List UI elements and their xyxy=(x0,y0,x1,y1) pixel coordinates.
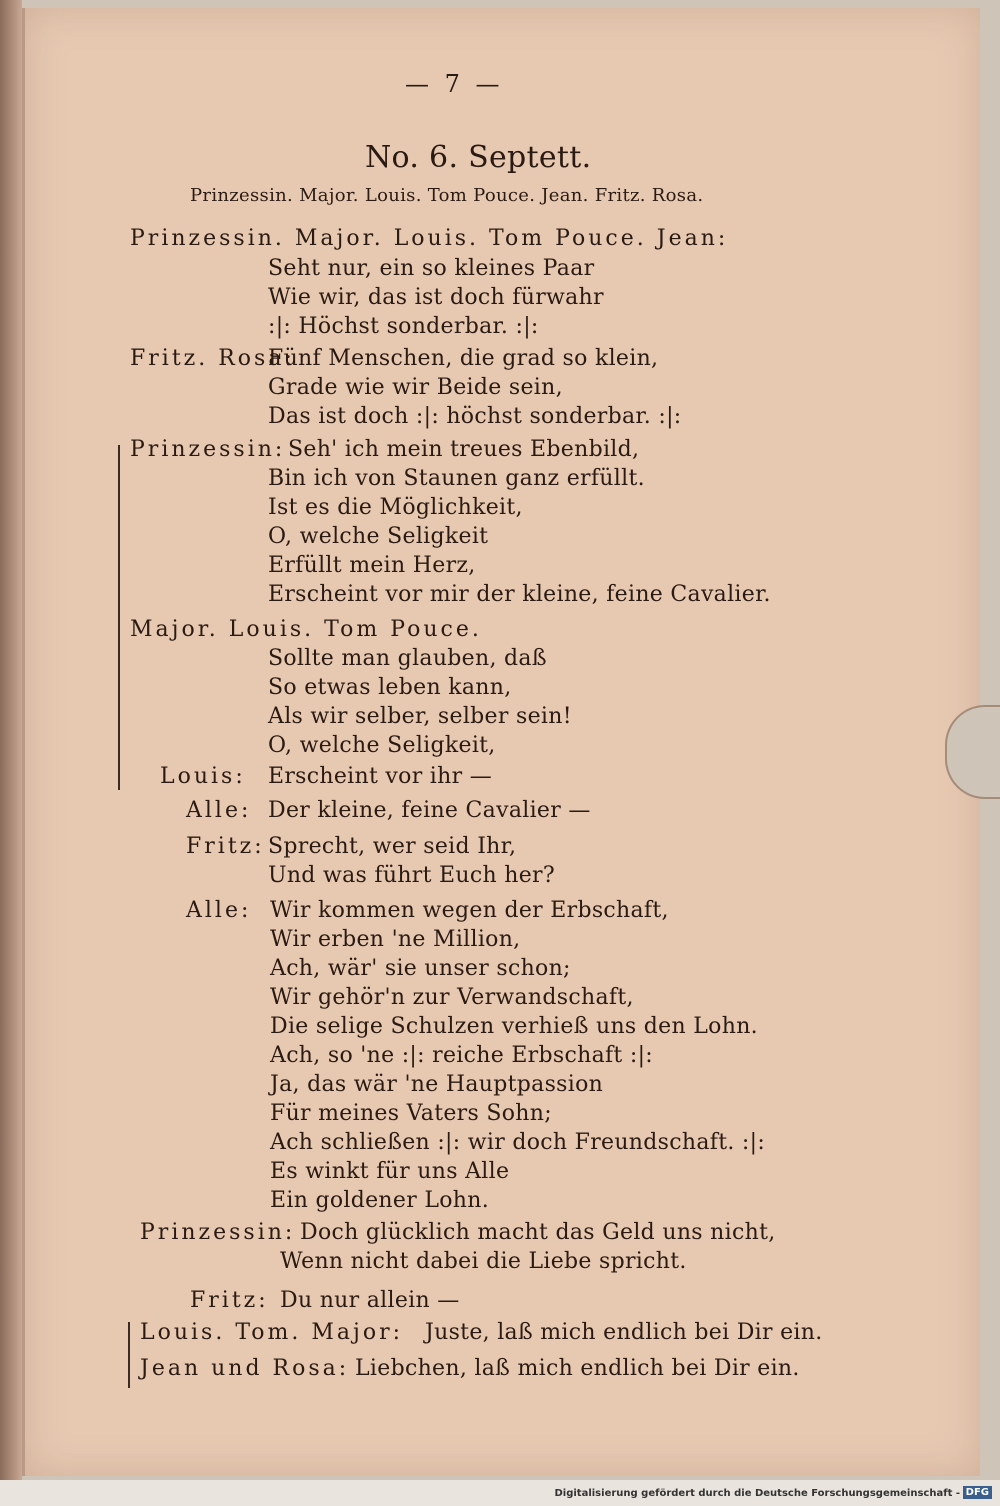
footer-credit: Digitalisierung gefördert durch die Deutsche Forschungsgemeinschaft - xyxy=(554,1488,960,1499)
lyric-line: Bin ich von Staunen ganz erfüllt. xyxy=(268,466,645,491)
group-bracket xyxy=(128,1322,130,1388)
page-number: — 7 — xyxy=(405,70,504,98)
lyric-line: Fünf Menschen, die grad so klein, xyxy=(268,346,659,371)
lyric-line: Ist es die Möglichkeit, xyxy=(268,495,523,520)
lyric-line: Wir kommen wegen der Erbschaft, xyxy=(270,898,669,923)
speaker-label: Jean und Rosa: xyxy=(140,1356,350,1381)
speaker-label: Louis: xyxy=(160,764,246,789)
lyric-line: Wir erben 'ne Million, xyxy=(270,927,521,952)
page-title: No. 6. Septett. xyxy=(365,140,592,175)
lyric-line: Wenn nicht dabei die Liebe spricht. xyxy=(280,1249,687,1274)
lyric-line: Ja, das wär 'ne Hauptpassion xyxy=(270,1072,604,1097)
lyric-line: Es winkt für uns Alle xyxy=(270,1159,510,1184)
lyric-line: Ach schließen :|: wir doch Freundschaft. :|: xyxy=(270,1130,766,1155)
lyric-line: Seh' ich mein treues Ebenbild, xyxy=(288,437,640,462)
lyric-line: O, welche Seligkeit xyxy=(268,524,489,549)
lyric-line: Die selige Schulzen verhieß uns den Lohn. xyxy=(270,1014,758,1039)
speaker-label: Prinzessin: xyxy=(130,437,286,462)
lyric-line: Ein goldener Lohn. xyxy=(270,1188,490,1213)
lyric-line: Wie wir, das ist doch fürwahr xyxy=(268,285,604,310)
speaker-label: Alle: xyxy=(186,798,252,823)
lyric-line: Das ist doch :|: höchst sonderbar. :|: xyxy=(268,404,682,429)
lyric-line: Erscheint vor ihr — xyxy=(268,764,493,789)
speaker-label: Fritz: xyxy=(190,1288,269,1313)
lyric-line: :|: Höchst sonderbar. :|: xyxy=(268,314,539,339)
lyric-line: Sollte man glauben, daß xyxy=(268,646,547,671)
lyric-line: Als wir selber, selber sein! xyxy=(268,704,572,729)
lyric-line: O, welche Seligkeit, xyxy=(268,733,496,758)
lyric-line: Ach, wär' sie unser schon; xyxy=(270,956,571,981)
lyric-line: So etwas leben kann, xyxy=(268,675,512,700)
lyric-line: Du nur allein — xyxy=(280,1288,460,1313)
lyric-line: Seht nur, ein so kleines Paar xyxy=(268,256,595,281)
speaker-label: Louis. Tom. Major: xyxy=(140,1320,404,1345)
lyric-line: Juste, laß mich endlich bei Dir ein. xyxy=(425,1320,823,1345)
lyric-line: Sprecht, wer seid Ihr, xyxy=(268,834,517,859)
speaker-label: Fritz: xyxy=(186,834,265,859)
lyric-line: Doch glücklich macht das Geld uns nicht, xyxy=(300,1220,776,1245)
lyric-line: Erfüllt mein Herz, xyxy=(268,553,476,578)
lyric-line: Grade wie wir Beide sein, xyxy=(268,375,563,400)
group-bracket xyxy=(118,445,120,790)
lyric-line: Der kleine, feine Cavalier — xyxy=(268,798,591,823)
lyric-line: Und was führt Euch her? xyxy=(268,863,555,888)
lyric-line: Wir gehör'n zur Verwandschaft, xyxy=(270,985,634,1010)
speaker-label: Fritz. Rosa: xyxy=(130,346,295,371)
dfg-logo: DFG xyxy=(963,1486,992,1499)
speaker-label: Prinzessin. Major. Louis. Tom Pouce. Jean: xyxy=(130,226,729,251)
lyric-line: Ach, so 'ne :|: reiche Erbschaft :|: xyxy=(270,1043,653,1068)
speaker-label: Prinzessin: xyxy=(140,1220,296,1245)
speaker-label: Alle: xyxy=(186,898,252,923)
lyric-line: Für meines Vaters Sohn; xyxy=(270,1101,552,1126)
speaker-label: Major. Louis. Tom Pouce. xyxy=(130,617,482,642)
book-spine-edge xyxy=(0,0,22,1480)
lyric-line: Liebchen, laß mich endlich bei Dir ein. xyxy=(355,1356,800,1381)
lyric-line: Erscheint vor mir der kleine, feine Cavalier. xyxy=(268,582,771,607)
cast-list: Prinzessin. Major. Louis. Tom Pouce. Jean. Fritz. Rosa. xyxy=(190,185,704,206)
